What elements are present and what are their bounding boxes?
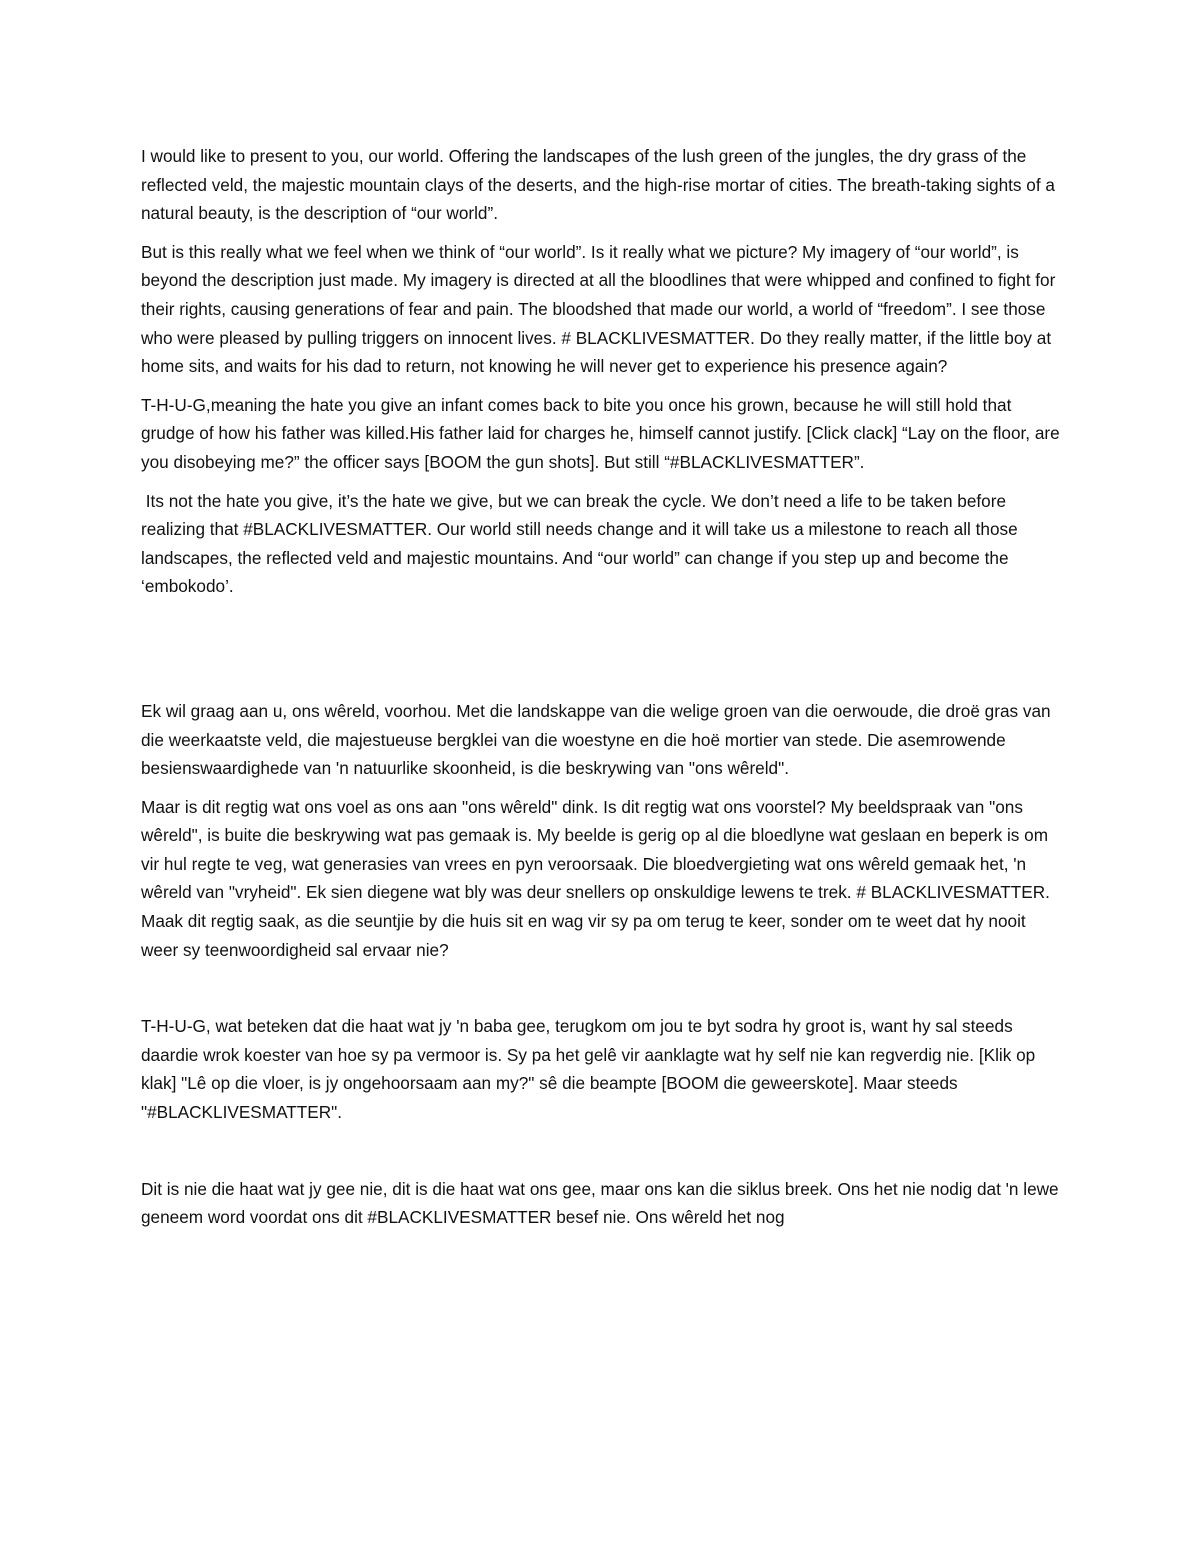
document-body <box>141 142 1066 1242</box>
afrikaans-paragraph-3: T-H-U-G, wat beteken dat die haat wat jy 'n baba gee, terugkom om jou te byt sodra hy groot is, want hy sal steeds daardie wrok koester van hoe sy pa vermoor is. Sy pa het gelê vir aanklagte wat hy self nie kan regverdig nie. [Klik op klak] "Lê op die vloer, is jy ongehoorsaam aan my?" sê die beampte [BOOM die geweerskote]. Maar steeds "#BLACKLIVESMATTER". <box>141 1016 1041 1123</box>
english-paragraph-4: Its not the hate you give, it’s the hate we give, but we can break the cycle. We don’t need a life to be taken before realizing that #BLACKLIVESMATTER. Our world still needs change and it will take us a milestone to reach all those landscapes, the reflected veld and majestic mountains. And “our world” can change if you step up and become the ‘embokodo’. <box>141 490 1023 597</box>
english-paragraph-1: I would like to present to you, our world. Offering the landscapes of the lush green of the jungles, the dry grass of the reflected veld, the majestic mountain clays of the deserts, and the high-rise mortar of cities. The breath-taking sights of a natural beauty, is the description of “our world”. <box>141 146 1060 224</box>
afrikaans-paragraph-1: Ek wil graag aan u, ons wêreld, voorhou. Met die landskappe van die welige groen van die oerwoude, die droë gras van die weerkaatste veld, die majestueuse bergklei van die woestyne en die hoë mortier van stede. Die asemrowende besienswaardighede van 'n natuurlike skoonheid, is die beskrywing van "ons wêreld". <box>141 700 1056 779</box>
afrikaans-paragraph-4: Dit is nie die haat wat jy gee nie, dit is die haat wat ons gee, maar ons kan die siklus breek. Ons het nie nodig dat 'n lewe geneem word voordat ons dit #BLACKLIVESMATTER besef nie. Ons wêreld het nog <box>141 1178 1064 1228</box>
english-paragraph-2: But is this really what we feel when we think of “our world”. Is it really what we picture? My imagery of “our world”, is beyond the description just made. My imagery is directed at all the bloodlines that were whipped and confined to fight for their rights, causing generations of fear and pain. The bloodshed that made our world, a world of “freedom”. I see those who were pleased by pulling triggers on innocent lives. # BLACKLIVESMATTER. Do they really matter, if the little boy at home sits, and waits for his dad to return, not knowing he will never get to experience his presence again? <box>141 241 1061 377</box>
english-paragraph-3: T-H-U-G,meaning the hate you give an infant comes back to bite you once his grown, because he will still hold that grudge of how his father was killed.His father laid for charges he, himself cannot justify. [Click clack] “Lay on the floor, are you disobeying me?” the officer says [BOOM the gun shots]. But still “#BLACKLIVESMATTER”. <box>141 394 1065 472</box>
afrikaans-paragraph-2: Maar is dit regtig wat ons voel as ons aan "ons wêreld" dink. Is dit regtig wat ons voorstel? My beeldspraak van "ons wêreld", is buite die beskrywing wat pas gemaak is. My beelde is gerig op al die bloedlyne wat geslaan en beperk is om vir hul regte te veg, wat generasies van vrees en pyn veroorsaak. Die bloedvergieting wat ons wêreld gemaak het, 'n wêreld van "vryheid". Ek sien diegene wat bly was deur snellers op onskuldige lewens te trek. # BLACKLIVESMATTER. Maak dit regtig saak, as die seuntjie by die huis sit en wag vir sy pa om terug te keer, sonder om te weet dat hy nooit weer sy teenwoordigheid sal ervaar nie? <box>141 796 1055 960</box>
